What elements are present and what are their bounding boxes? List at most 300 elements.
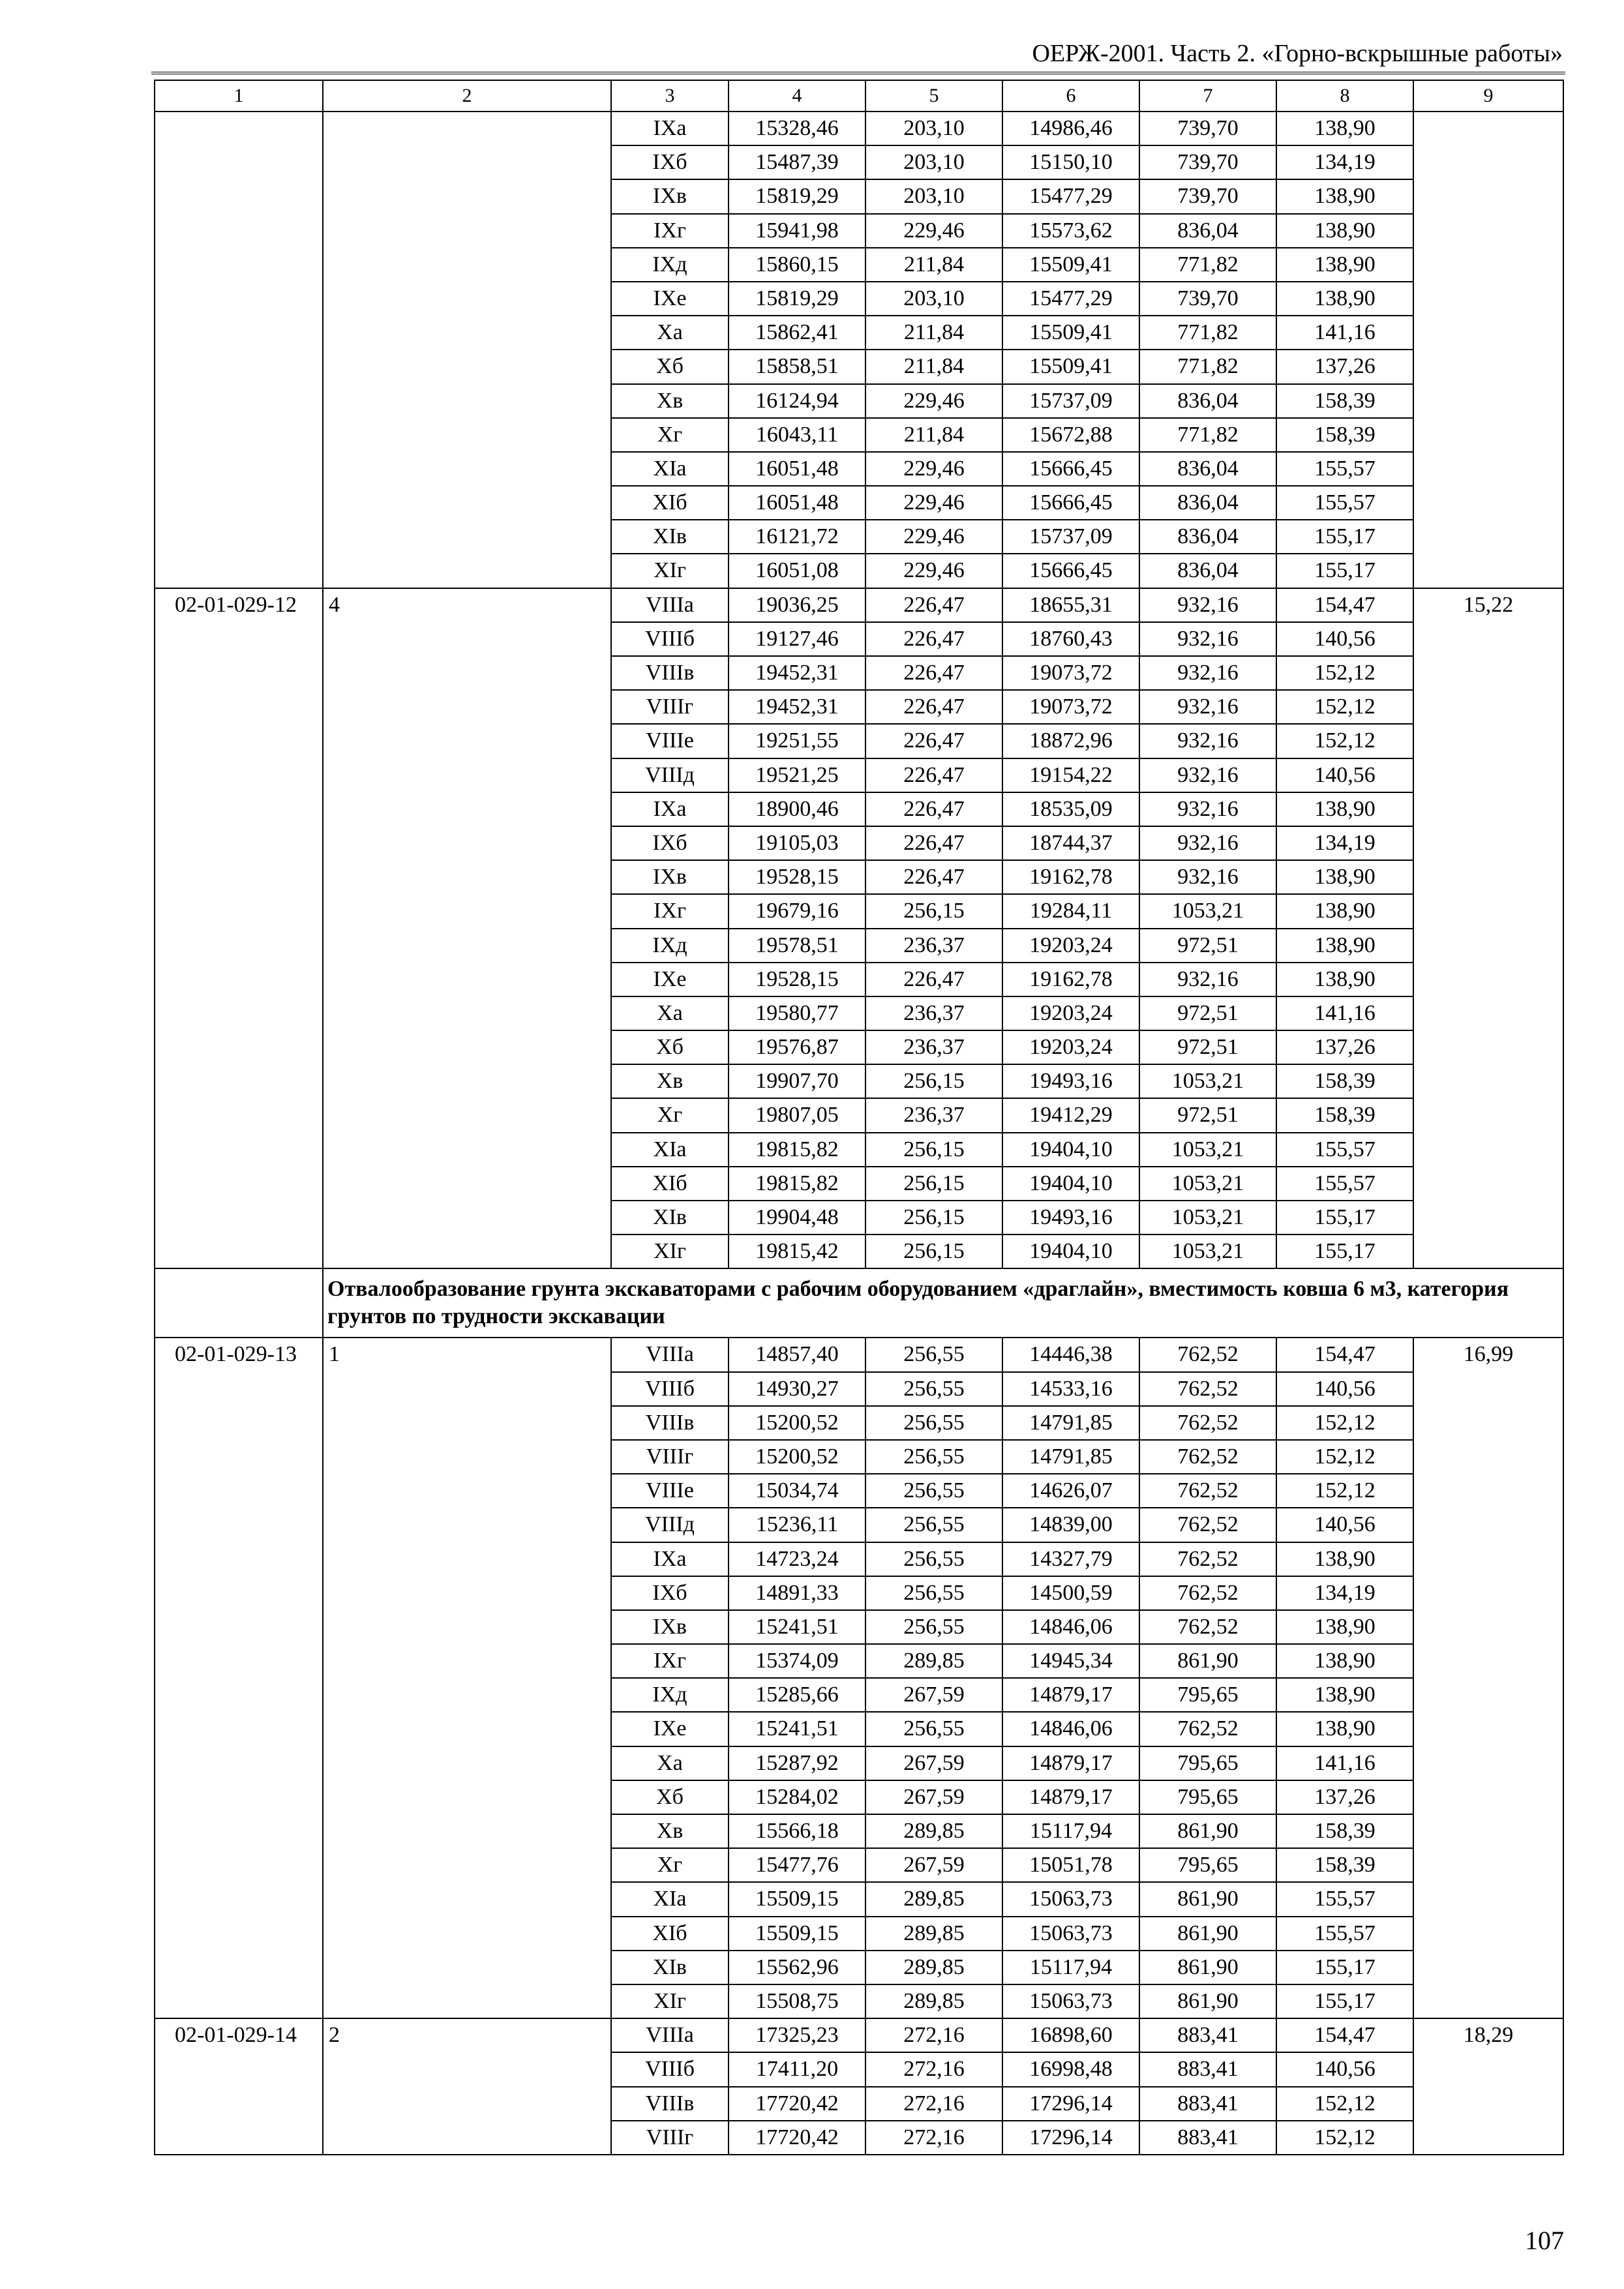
- value-cell: 19580,77: [729, 996, 865, 1030]
- value-cell: 19815,82: [729, 1167, 865, 1201]
- value-cell: 267,59: [865, 1780, 1002, 1814]
- value-cell: 15509,41: [1002, 248, 1139, 282]
- value-cell: 18535,09: [1002, 792, 1139, 826]
- column-header: 2: [323, 80, 611, 112]
- value-cell: 15862,41: [729, 316, 865, 350]
- value-cell: 15509,41: [1002, 350, 1139, 383]
- value-cell: 158,39: [1276, 1848, 1413, 1882]
- value-cell: 18744,37: [1002, 826, 1139, 860]
- value-cell: 19073,72: [1002, 656, 1139, 690]
- value-cell: 836,04: [1139, 214, 1276, 248]
- value-cell: 14945,34: [1002, 1644, 1139, 1678]
- value-cell: 155,17: [1276, 554, 1413, 588]
- value-cell: IXб: [611, 826, 729, 860]
- value-cell: VIIIа: [611, 2018, 729, 2052]
- value-cell: 15477,76: [729, 1848, 865, 1882]
- value-cell: 19162,78: [1002, 860, 1139, 894]
- value-cell: 155,57: [1276, 486, 1413, 520]
- value-cell: 795,65: [1139, 1780, 1276, 1814]
- value-cell: 932,16: [1139, 860, 1276, 894]
- value-cell: 155,57: [1276, 452, 1413, 486]
- value-cell: 256,15: [865, 1234, 1002, 1268]
- value-cell: 158,39: [1276, 1814, 1413, 1848]
- value-cell: 15284,02: [729, 1780, 865, 1814]
- value-cell: 19203,24: [1002, 1030, 1139, 1064]
- value-cell: 19493,16: [1002, 1201, 1139, 1234]
- column-header: 6: [1002, 80, 1139, 112]
- value-cell: 19528,15: [729, 860, 865, 894]
- value-cell: 932,16: [1139, 724, 1276, 758]
- value-cell: 1053,21: [1139, 1201, 1276, 1234]
- value-cell: 17720,42: [729, 2121, 865, 2155]
- value-cell: 19036,25: [729, 588, 865, 622]
- value-cell: 272,16: [865, 2052, 1002, 2086]
- value-cell: 1053,21: [1139, 1234, 1276, 1268]
- value-cell: 19203,24: [1002, 929, 1139, 963]
- value-cell: IXа: [611, 1542, 729, 1576]
- value-cell: 152,12: [1276, 1474, 1413, 1508]
- value-cell: 19907,70: [729, 1064, 865, 1098]
- value-cell: 14986,46: [1002, 112, 1139, 145]
- value-cell: 15672,88: [1002, 418, 1139, 452]
- value-cell: 972,51: [1139, 1030, 1276, 1064]
- value-cell: 256,55: [865, 1508, 1002, 1542]
- value-cell: 739,70: [1139, 145, 1276, 179]
- value-cell: 140,56: [1276, 1508, 1413, 1542]
- value-cell: XIв: [611, 520, 729, 554]
- value-cell: 972,51: [1139, 1098, 1276, 1132]
- value-cell: 155,17: [1276, 1951, 1413, 1984]
- value-cell: 138,90: [1276, 860, 1413, 894]
- column-header: 4: [729, 80, 865, 112]
- col9-cell: 16,99: [1413, 1338, 1563, 2018]
- table-row: [155, 112, 1563, 145]
- value-cell: 15200,52: [729, 1440, 865, 1474]
- value-cell: XIа: [611, 452, 729, 486]
- value-cell: IXв: [611, 860, 729, 894]
- value-cell: Xг: [611, 1098, 729, 1132]
- value-cell: 17411,20: [729, 2052, 865, 2086]
- value-cell: XIг: [611, 1234, 729, 1268]
- value-cell: 155,17: [1276, 1234, 1413, 1268]
- value-cell: 15666,45: [1002, 486, 1139, 520]
- value-cell: IXв: [611, 1610, 729, 1644]
- parameter-cell: 4: [323, 588, 611, 1269]
- value-cell: 152,12: [1276, 2121, 1413, 2155]
- value-cell: 226,47: [865, 724, 1002, 758]
- value-cell: 883,41: [1139, 2052, 1276, 2086]
- value-cell: 152,12: [1276, 724, 1413, 758]
- value-cell: 19815,82: [729, 1133, 865, 1167]
- value-cell: 16051,48: [729, 452, 865, 486]
- value-cell: 16043,11: [729, 418, 865, 452]
- value-cell: 289,85: [865, 1984, 1002, 2018]
- value-cell: VIIIв: [611, 2087, 729, 2121]
- value-cell: 152,12: [1276, 1440, 1413, 1474]
- value-cell: 152,12: [1276, 656, 1413, 690]
- value-cell: 1053,21: [1139, 1167, 1276, 1201]
- value-cell: 19127,46: [729, 622, 865, 656]
- value-cell: VIIIа: [611, 1338, 729, 1371]
- value-cell: 762,52: [1139, 1508, 1276, 1542]
- value-cell: 15562,96: [729, 1951, 865, 1984]
- value-cell: 15941,98: [729, 214, 865, 248]
- value-cell: 272,16: [865, 2087, 1002, 2121]
- value-cell: 795,65: [1139, 1848, 1276, 1882]
- value-cell: 14930,27: [729, 1372, 865, 1406]
- value-cell: 226,47: [865, 792, 1002, 826]
- value-cell: 138,90: [1276, 1542, 1413, 1576]
- value-cell: Xа: [611, 996, 729, 1030]
- value-cell: 236,37: [865, 1030, 1002, 1064]
- value-cell: VIIIд: [611, 1508, 729, 1542]
- value-cell: VIIIа: [611, 588, 729, 622]
- value-cell: 155,17: [1276, 1984, 1413, 2018]
- value-cell: 16051,08: [729, 554, 865, 588]
- value-cell: 272,16: [865, 2121, 1002, 2155]
- value-cell: 226,47: [865, 826, 1002, 860]
- value-cell: 152,12: [1276, 1406, 1413, 1440]
- value-cell: 883,41: [1139, 2018, 1276, 2052]
- value-cell: 138,90: [1276, 282, 1413, 316]
- value-cell: 14891,33: [729, 1576, 865, 1610]
- value-cell: 138,90: [1276, 894, 1413, 928]
- value-cell: 138,90: [1276, 214, 1413, 248]
- value-cell: 932,16: [1139, 656, 1276, 690]
- column-header: 9: [1413, 80, 1563, 112]
- value-cell: 883,41: [1139, 2121, 1276, 2155]
- value-cell: 140,56: [1276, 1372, 1413, 1406]
- value-cell: 932,16: [1139, 758, 1276, 792]
- value-cell: 289,85: [865, 1882, 1002, 1916]
- value-cell: IXе: [611, 1712, 729, 1746]
- value-cell: 256,55: [865, 1338, 1002, 1371]
- value-cell: 17720,42: [729, 2087, 865, 2121]
- value-cell: 15236,11: [729, 1508, 865, 1542]
- value-cell: 1053,21: [1139, 1064, 1276, 1098]
- value-cell: 762,52: [1139, 1372, 1276, 1406]
- value-cell: 289,85: [865, 1814, 1002, 1848]
- value-cell: 289,85: [865, 1951, 1002, 1984]
- value-cell: 158,39: [1276, 1098, 1413, 1132]
- value-cell: XIб: [611, 486, 729, 520]
- value-cell: 229,46: [865, 520, 1002, 554]
- value-cell: 15241,51: [729, 1610, 865, 1644]
- col9-cell: 15,22: [1413, 588, 1563, 1269]
- value-cell: 155,17: [1276, 1201, 1413, 1234]
- value-cell: IXд: [611, 1678, 729, 1712]
- value-cell: 256,55: [865, 1474, 1002, 1508]
- col9-cell: [1413, 112, 1563, 588]
- value-cell: IXе: [611, 963, 729, 996]
- value-cell: 154,47: [1276, 588, 1413, 622]
- value-cell: 19679,16: [729, 894, 865, 928]
- value-cell: 256,55: [865, 1440, 1002, 1474]
- value-cell: 229,46: [865, 554, 1002, 588]
- value-cell: Xб: [611, 350, 729, 383]
- value-cell: 14857,40: [729, 1338, 865, 1371]
- value-cell: 16998,48: [1002, 2052, 1139, 2086]
- table-body: [155, 80, 1563, 2155]
- value-cell: 762,52: [1139, 1406, 1276, 1440]
- value-cell: 229,46: [865, 452, 1002, 486]
- value-cell: 795,65: [1139, 1746, 1276, 1780]
- value-cell: IXг: [611, 214, 729, 248]
- value-cell: 19578,51: [729, 929, 865, 963]
- value-cell: IXг: [611, 1644, 729, 1678]
- value-cell: 19576,87: [729, 1030, 865, 1064]
- value-cell: Xа: [611, 316, 729, 350]
- value-cell: 14791,85: [1002, 1440, 1139, 1474]
- value-cell: 15858,51: [729, 350, 865, 383]
- value-cell: 267,59: [865, 1848, 1002, 1882]
- value-cell: 14533,16: [1002, 1372, 1139, 1406]
- value-cell: 15034,74: [729, 1474, 865, 1508]
- value-cell: VIIIв: [611, 1406, 729, 1440]
- value-cell: 19284,11: [1002, 894, 1139, 928]
- value-cell: 256,55: [865, 1406, 1002, 1440]
- value-cell: 15509,15: [729, 1917, 865, 1951]
- page-header: [151, 37, 1565, 74]
- value-cell: 226,47: [865, 860, 1002, 894]
- value-cell: 762,52: [1139, 1542, 1276, 1576]
- value-cell: 138,90: [1276, 248, 1413, 282]
- value-cell: 19452,31: [729, 656, 865, 690]
- parameter-cell: [323, 112, 611, 588]
- value-cell: 17296,14: [1002, 2121, 1139, 2155]
- value-cell: 883,41: [1139, 2087, 1276, 2121]
- value-cell: 226,47: [865, 758, 1002, 792]
- value-cell: 211,84: [865, 350, 1002, 383]
- value-cell: 762,52: [1139, 1440, 1276, 1474]
- value-cell: 289,85: [865, 1917, 1002, 1951]
- value-cell: 15374,09: [729, 1644, 865, 1678]
- value-cell: 137,26: [1276, 1780, 1413, 1814]
- value-cell: IXв: [611, 179, 729, 213]
- value-cell: 972,51: [1139, 929, 1276, 963]
- value-cell: Xв: [611, 384, 729, 418]
- value-cell: Xг: [611, 1848, 729, 1882]
- parameter-cell: 1: [323, 1338, 611, 2018]
- value-cell: 836,04: [1139, 384, 1276, 418]
- value-cell: 15737,09: [1002, 384, 1139, 418]
- value-cell: 138,90: [1276, 179, 1413, 213]
- value-cell: 256,15: [865, 1201, 1002, 1234]
- value-cell: 14879,17: [1002, 1780, 1139, 1814]
- value-cell: 15063,73: [1002, 1882, 1139, 1916]
- value-cell: XIг: [611, 554, 729, 588]
- value-cell: 16124,94: [729, 384, 865, 418]
- value-cell: 19815,42: [729, 1234, 865, 1268]
- value-cell: 762,52: [1139, 1712, 1276, 1746]
- value-cell: 15241,51: [729, 1712, 865, 1746]
- value-cell: VIIIг: [611, 1440, 729, 1474]
- value-cell: 211,84: [865, 248, 1002, 282]
- value-cell: 15573,62: [1002, 214, 1139, 248]
- table-row: [155, 2018, 1563, 2052]
- value-cell: IXд: [611, 248, 729, 282]
- value-cell: 226,47: [865, 588, 1002, 622]
- value-cell: 138,90: [1276, 112, 1413, 145]
- value-cell: XIв: [611, 1201, 729, 1234]
- value-cell: 19073,72: [1002, 690, 1139, 724]
- value-cell: VIIIг: [611, 690, 729, 724]
- value-cell: 15287,92: [729, 1746, 865, 1780]
- value-cell: 15508,75: [729, 1984, 865, 2018]
- value-cell: 771,82: [1139, 350, 1276, 383]
- value-cell: 932,16: [1139, 622, 1276, 656]
- value-cell: 134,19: [1276, 1576, 1413, 1610]
- value-cell: 14791,85: [1002, 1406, 1139, 1440]
- value-cell: 861,90: [1139, 1917, 1276, 1951]
- value-cell: 14879,17: [1002, 1678, 1139, 1712]
- value-cell: 795,65: [1139, 1678, 1276, 1712]
- value-cell: Xа: [611, 1746, 729, 1780]
- value-cell: 140,56: [1276, 622, 1413, 656]
- value-cell: 19404,10: [1002, 1133, 1139, 1167]
- value-cell: 19452,31: [729, 690, 865, 724]
- value-cell: 14879,17: [1002, 1746, 1139, 1780]
- value-cell: 15063,73: [1002, 1984, 1139, 2018]
- value-cell: 236,37: [865, 996, 1002, 1030]
- value-cell: 15150,10: [1002, 145, 1139, 179]
- value-cell: 267,59: [865, 1678, 1002, 1712]
- value-cell: 19251,55: [729, 724, 865, 758]
- value-cell: IXб: [611, 145, 729, 179]
- value-cell: 771,82: [1139, 248, 1276, 282]
- rate-code-cell: [155, 112, 323, 588]
- value-cell: 226,47: [865, 656, 1002, 690]
- value-cell: Xб: [611, 1780, 729, 1814]
- value-cell: VIIIд: [611, 758, 729, 792]
- value-cell: VIIIб: [611, 622, 729, 656]
- value-cell: 15666,45: [1002, 452, 1139, 486]
- value-cell: 158,39: [1276, 418, 1413, 452]
- value-cell: 155,57: [1276, 1133, 1413, 1167]
- value-cell: Xб: [611, 1030, 729, 1064]
- rate-code-cell: 02-01-029-14: [155, 2018, 323, 2155]
- value-cell: 15666,45: [1002, 554, 1139, 588]
- value-cell: 15509,15: [729, 1882, 865, 1916]
- value-cell: 140,56: [1276, 758, 1413, 792]
- value-cell: VIIIе: [611, 1474, 729, 1508]
- value-cell: VIIIв: [611, 656, 729, 690]
- value-cell: 16898,60: [1002, 2018, 1139, 2052]
- value-cell: IXб: [611, 1576, 729, 1610]
- value-cell: 134,19: [1276, 826, 1413, 860]
- value-cell: 15117,94: [1002, 1814, 1139, 1848]
- value-cell: 138,90: [1276, 1712, 1413, 1746]
- value-cell: 289,85: [865, 1644, 1002, 1678]
- value-cell: 203,10: [865, 179, 1002, 213]
- value-cell: 203,10: [865, 282, 1002, 316]
- value-cell: 15063,73: [1002, 1917, 1139, 1951]
- value-cell: 203,10: [865, 112, 1002, 145]
- value-cell: 19203,24: [1002, 996, 1139, 1030]
- value-cell: 972,51: [1139, 996, 1276, 1030]
- header-title: ОЕРЖ-2001. Часть 2. «Горно-вскрышные работы»: [1032, 40, 1563, 67]
- value-cell: 154,47: [1276, 1338, 1413, 1371]
- value-cell: 14839,00: [1002, 1508, 1139, 1542]
- section-title: Отвалообразование грунта экскаваторами с рабочим оборудованием «драглайн», вместимость ковша 6 м3, категория грунтов по трудности экскавации: [323, 1268, 1563, 1338]
- value-cell: 229,46: [865, 214, 1002, 248]
- table-row: [155, 588, 1563, 622]
- value-cell: XIв: [611, 1951, 729, 1984]
- value-cell: 932,16: [1139, 690, 1276, 724]
- rates-table: [154, 80, 1564, 2155]
- value-cell: 154,47: [1276, 2018, 1413, 2052]
- value-cell: 256,55: [865, 1610, 1002, 1644]
- value-cell: 134,19: [1276, 145, 1413, 179]
- value-cell: 155,57: [1276, 1167, 1413, 1201]
- rate-code-cell: 02-01-029-12: [155, 588, 323, 1269]
- value-cell: 226,47: [865, 690, 1002, 724]
- parameter-cell: 2: [323, 2018, 611, 2155]
- value-cell: 14327,79: [1002, 1542, 1139, 1576]
- value-cell: 236,37: [865, 929, 1002, 963]
- value-cell: 226,47: [865, 622, 1002, 656]
- value-cell: 18872,96: [1002, 724, 1139, 758]
- value-cell: XIб: [611, 1917, 729, 1951]
- value-cell: 211,84: [865, 316, 1002, 350]
- value-cell: 155,17: [1276, 520, 1413, 554]
- rate-code-cell: 02-01-029-13: [155, 1338, 323, 2018]
- value-cell: 211,84: [865, 418, 1002, 452]
- value-cell: 158,39: [1276, 384, 1413, 418]
- value-cell: 137,26: [1276, 350, 1413, 383]
- value-cell: 141,16: [1276, 316, 1413, 350]
- value-cell: 15117,94: [1002, 1951, 1139, 1984]
- value-cell: 256,15: [865, 1167, 1002, 1201]
- value-cell: 15819,29: [729, 282, 865, 316]
- value-cell: 256,15: [865, 1064, 1002, 1098]
- section-spacer: [155, 1268, 323, 1338]
- value-cell: 15737,09: [1002, 520, 1139, 554]
- value-cell: 1053,21: [1139, 1133, 1276, 1167]
- value-cell: 267,59: [865, 1746, 1002, 1780]
- value-cell: 932,16: [1139, 963, 1276, 996]
- value-cell: 141,16: [1276, 1746, 1413, 1780]
- value-cell: 739,70: [1139, 179, 1276, 213]
- column-header-row: [155, 80, 1563, 112]
- value-cell: 861,90: [1139, 1984, 1276, 2018]
- value-cell: 739,70: [1139, 282, 1276, 316]
- value-cell: 18900,46: [729, 792, 865, 826]
- value-cell: IXд: [611, 929, 729, 963]
- value-cell: 229,46: [865, 384, 1002, 418]
- value-cell: 19521,25: [729, 758, 865, 792]
- value-cell: 861,90: [1139, 1644, 1276, 1678]
- value-cell: 19412,29: [1002, 1098, 1139, 1132]
- value-cell: 762,52: [1139, 1576, 1276, 1610]
- value-cell: 203,10: [865, 145, 1002, 179]
- value-cell: 141,16: [1276, 996, 1413, 1030]
- value-cell: 256,55: [865, 1542, 1002, 1576]
- value-cell: 932,16: [1139, 792, 1276, 826]
- value-cell: Xг: [611, 418, 729, 452]
- value-cell: 152,12: [1276, 690, 1413, 724]
- column-header: 7: [1139, 80, 1276, 112]
- value-cell: 739,70: [1139, 112, 1276, 145]
- value-cell: 15509,41: [1002, 316, 1139, 350]
- value-cell: 16051,48: [729, 486, 865, 520]
- value-cell: 836,04: [1139, 486, 1276, 520]
- value-cell: 19404,10: [1002, 1234, 1139, 1268]
- value-cell: 19404,10: [1002, 1167, 1139, 1201]
- value-cell: 19528,15: [729, 963, 865, 996]
- value-cell: VIIIб: [611, 2052, 729, 2086]
- value-cell: IXе: [611, 282, 729, 316]
